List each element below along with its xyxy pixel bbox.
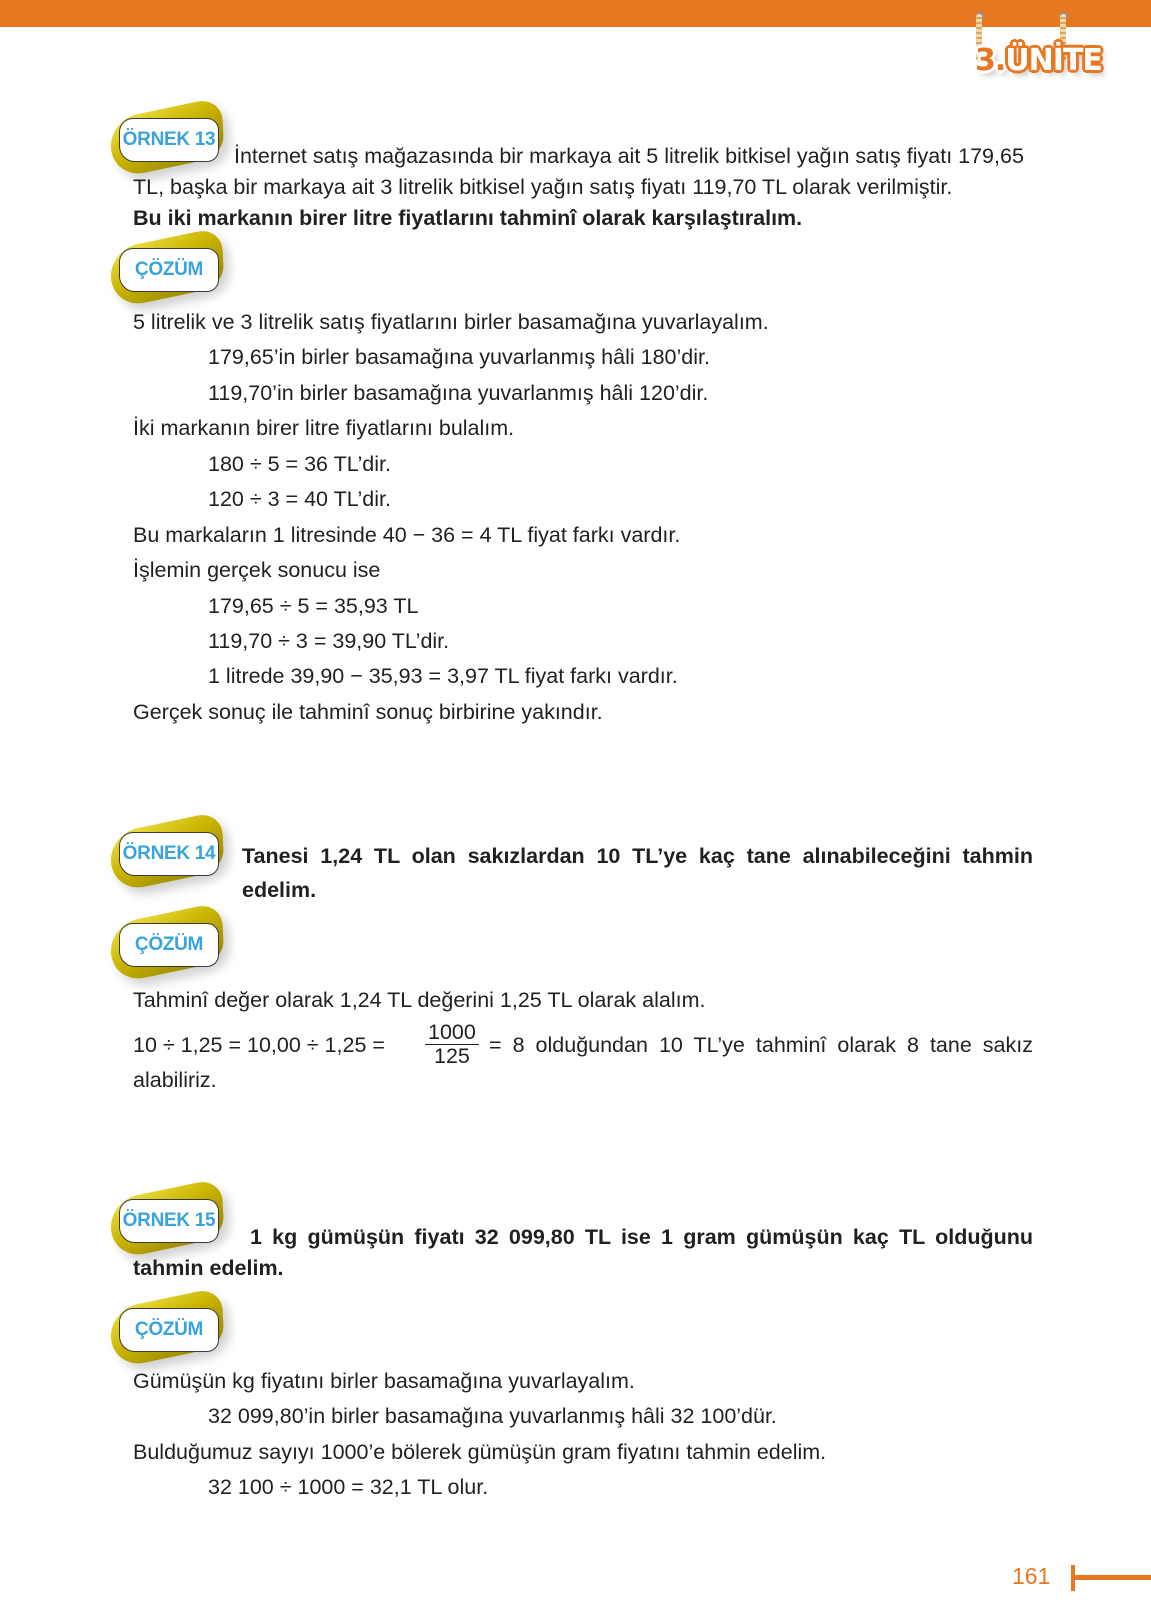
solution-badge [111,913,223,975]
question-prompt: tahmin edelim. [133,1256,284,1280]
example-badge-13 [111,108,223,170]
solution-line: 119,70’in birler basamağına yuvarlanmış hâli 120’dir. [208,381,709,405]
solution-label: ÇÖZÜM [134,934,204,955]
solution-line: İki markanın birer litre fiyatlarını bulalım. [133,416,515,440]
solution-line: alabiliriz. [133,1068,217,1092]
page-marker-line [1075,1575,1151,1580]
solution-line: 179,65 ÷ 5 = 35,93 TL [208,594,419,618]
solution-line: İşlemin gerçek sonucu ise [133,558,381,582]
solution-line: 119,70 ÷ 3 = 39,90 TL’dir. [208,629,450,653]
fraction-denominator: 125 [433,1044,470,1068]
solution-line: Gerçek sonuç ile tahminî sonuç birbirine yakındır. [133,700,603,724]
solution-line: 179,65’in birler basamağına yuvarlanmış hâli 180’dir. [208,345,710,369]
solution-line: Gümüşün kg fiyatını birler basamağına yuvarlayalım. [133,1369,635,1393]
solution-label: ÇÖZÜM [134,1319,204,1340]
fraction-numerator: 1000 [425,1021,479,1045]
unit-title: 3.ÜNİTE [975,43,1102,78]
solution-line: Bu markaların 1 litresinde 40 − 36 = 4 TL fiyat farkı vardır. [133,523,681,547]
equation-left: 10 ÷ 1,25 = 10,00 ÷ 1,25 = [133,1033,385,1057]
question-prompt: Bu iki markanın birer litre fiyatlarını tahminî olarak karşılaştıralım. [133,206,803,230]
question-prompt: edelim. [242,878,317,902]
solution-line: 180 ÷ 5 = 36 TL’dir. [208,452,391,476]
solution-line: 5 litrelik ve 3 litrelik satış fiyatlarını birler basamağına yuvarlayalım. [133,310,769,334]
question-prompt: Tanesi 1,24 TL olan sakızlardan 10 TL’ye kaç tane alınabileceğini tahmin [242,844,1033,868]
solution-line: 120 ÷ 3 = 40 TL’dir. [208,487,391,511]
question-prompt: 1 kg gümüşün fiyatı 32 099,80 TL ise 1 gram gümüşün kaç TL olduğunu [250,1225,1033,1249]
solution-label: ÇÖZÜM [134,259,204,280]
example-label: ÖRNEK 13 [122,129,216,150]
example-badge-14 [111,822,223,884]
solution-badge [111,238,223,300]
example-badge-15 [111,1189,223,1251]
solution-line: Bulduğumuz sayıyı 1000’e bölerek gümüşün gram fiyatını tahmin edelim. [133,1440,827,1464]
solution-line: Tahminî değer olarak 1,24 TL değerini 1,25 TL olarak alalım. [133,988,706,1012]
page-number: 161 [1012,1563,1051,1589]
example-label: ÖRNEK 14 [122,843,216,864]
question-text: TL, başka bir markaya ait 3 litrelik bitkisel yağın satış fiyatı 119,70 TL olarak verilmiştir. [133,175,953,199]
solution-line: 32 100 ÷ 1000 = 32,1 TL olur. [208,1475,489,1499]
solution-badge [111,1298,223,1360]
example-label: ÖRNEK 15 [122,1210,216,1231]
solution-line: 32 099,80’in birler basamağına yuvarlanmış hâli 32 100’dür. [208,1404,777,1428]
solution-line: 1 litrede 39,90 − 35,93 = 3,97 TL fiyat farkı vardır. [208,664,678,688]
unit-sign [975,0,1125,100]
question-text: İnternet satış mağazasında bir markaya ait 5 litrelik bitkisel yağın satış fiyatı 179,65 [234,144,1024,168]
equation-right: = 8 olduğundan 10 TL’ye tahminî olarak 8 tane sakız [489,1033,1033,1057]
fraction [425,1021,479,1067]
